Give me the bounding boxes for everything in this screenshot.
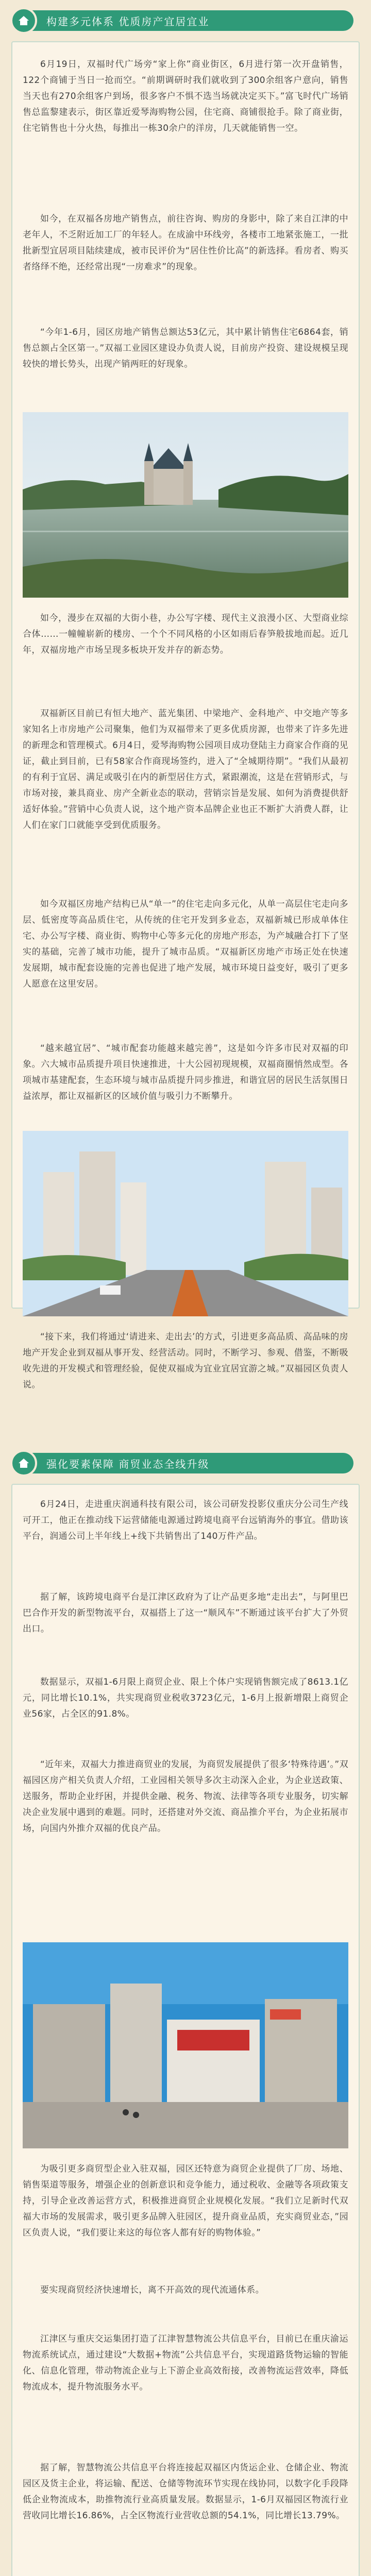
paragraph: 如今双福区房地产结构已从“单一”的住宅走向多元化，从单一高层住宅走向多层、低密度等高品质住宅，从传统的住宅开发到多业态，双福新城已形成单体住宅、办公写字楼、商业街、购物中心等多元化的房地产形态，为产城融合打下了坚实的基础，完善了城市功能，提升了城市品质。“双福新区房地产市场正处在快速发展期，城市配套设施的完善也促进了地产发展，城市环境日益变好，吸引了更多人愿意在这里安居。 (23, 899, 348, 989)
paragraph: 6月19日，双福时代广场旁“家上你”商业街区，6月进行第一次开盘销售，122个商铺于当日一抢而空。“前期调研时我们就收到了300余组客户意向，销售当天也有270余组客户到场，很多客户不惧不选当场就决定买下。”富飞时代广场销售总监黎建表示，街区靠近爱琴海购物公园，住宅商、商铺很抢手。除了商业街，住宅销售也十分火热，每推出一栋30余户的洋房，几天就能销售一空。 (23, 59, 348, 133)
section-title-text: 构建多元体系 优质房产宜居宜业 (46, 15, 210, 28)
section-title-bar (18, 1453, 353, 1473)
section-title-bar (18, 10, 353, 31)
street-photo (23, 1131, 348, 1316)
paragraph: 如今，漫步在双福的大街小巷，办公写字楼、现代主义浪漫小区、大型商业综合体……一幢幢崭新的楼房、一个个不同风格的小区如雨后春笋般拔地而起。近几年，双福房地产市场呈现多板块开发并存的新态势。 (23, 613, 348, 655)
section-title-2 (10, 1448, 361, 1479)
paragraph: 要实现商贸经济快速增长，离不开高效的现代流通体系。 (40, 2285, 264, 2295)
plaza-photo (23, 1942, 348, 2148)
paragraph: “越来越宜居”、“城市配套功能越来越完善”，这是如今许多市民对双福的印象。六大城市品质提升项目快速推进，十大公园初现规模，双福商圈悄然成型。各项城市基建配套，生态环境与城市品质提升同步推进，和谐宜居的居民生活氛围日益浓厚，都让双福新区的区域价值与吸引力不断攀升。 (23, 1043, 348, 1101)
paragraph: “近年来，双福大力推进商贸业的发展，为商贸发展提供了很多‘特殊待遇’。”双福园区房产相关负责人介绍，工业园相关领导多次主动深入企业，为企业送政策、送服务，帮助企业纾困，并提供金融、税务、物流、法律等各项专业服务，切实解决企业发展中遇到的难题。同时，还搭建对外交流、商品推介平台，为企业拓展市场，向国内外推介双福的优良产品。 (23, 1759, 348, 1834)
section-title-text: 强化要素保障 商贸业态全线升级 (46, 1458, 210, 1470)
paragraph: 为吸引更多商贸型企业入驻双福，园区还特意为商贸企业提供了厂房、场地、销售渠道等服务，增强企业的创新意识和竞争能力，通过税收、金融等各项政策支持，引导企业改善运营方式，积极推进商贸企业规模化发展。“我们立足新时代双福大市场的发展需求，吸引更多品牌入驻园区，提升商业品质，充实商贸业态，”园区负责人说，“我们要让来这的每位客人都有好的购物体验。” (23, 2164, 348, 2238)
paragraph: 据了解，智慧物流公共信息平台将连接起双福区内货运企业、仓储企业、物流园区及货主企业，将运输、配送、仓储等物流环节实现在线协同，以数字化手段降低企业物流成本，助推物流行业高质量发展。数据显示，1-6月双福园区物流行业营收同比增长16.86%，占全区物流行业营收总额的54.1%，同比增长13.79%。 (23, 2463, 348, 2521)
paragraph: 如今，在双福各房地产销售点，前往咨询、购房的身影中，除了来自江津的中老年人，不乏附近加工厂的年轻人。在成渝中环线旁，各楼市工地紧张施工，一批批新型宜居项目陆续建成，被市民评价为“居住性价比高”的新选择。看房者、购买者络绎不绝，还经常出现“一房难求”的现象。 (23, 214, 348, 272)
lake-castle-photo (23, 412, 348, 598)
paragraph: “今年1-6月，园区房地产销售总额达53亿元，其中累计销售住宅6864套，销售总额占全区第一。”双福工业园区建设办负责人说，目前房产投资、建设规模呈现较快的增长势头，出现产销两旺的好现象。 (23, 327, 348, 369)
house-icon (10, 7, 37, 34)
paragraph: 数据显示，双福1-6月限上商贸企业、限上个体户实现销售额完成了8613.1亿元，同比增长10.1%，共实现商贸业税收3723亿元，1-6月上报新增限上商贸企业56家，占全区的91.8%。 (23, 1677, 348, 1719)
paragraph: “接下来，我们将通过‘请进来、走出去’的方式，引进更多高品质、高品味的房地产开发企业到双福从事开发、经营活动。同时，不断学习、参观、借鉴，不断吸收先进的开发模式和管理经验，促使双福成为宜业宜居宜游之城。”双福园区负责人说。 (23, 1332, 348, 1390)
paragraph: 6月24日，走进重庆润通科技有限公司，该公司研发投影仪重庆分公司生产线可开工，他正在推动线下运营储能电源通过跨境电商平台远销海外的事宜。借助该平台，润通公司上半年线上+线下共销售出了140万件产品。 (23, 1499, 348, 1541)
paragraph: 江津区与重庆交运集团打造了江津智慧物流公共信息平台，目前已在重庆渝运物流系统试点，通过建设“大数据+物流”公共信息平台，实现道路货物运输的智能化、信息化管理，带动物流企业与上下游企业高效衔接，改善物流运营效率，降低物流成本，提升物流服务水平。 (23, 2334, 348, 2392)
paragraph: 据了解，该跨境电商平台是江津区政府为了让产品更多地“走出去”，与阿里巴巴合作开发的新型物流平台，双福搭上了这一“顺风车”不断通过该平台扩大了外贸出口。 (23, 1592, 348, 1634)
paragraph: 双福新区目前已有恒大地产、蓝光集团、中梁地产、金科地产、中交地产等多家知名上市房地产公司聚集，他们为双福带来了更多优质房源，也带来了许多先进的新理念和管理模式。6月4日，爱琴海购物公园项目成功登陆主力商家合作商的见证，截止到目前，已有58家合作商现场签约，进入了“全城期待期”。“我们从最初的有利于宜居、满足或吸引在内的新型居住方式，紧跟潮流，这是在营销形式，与市场对接，兼具商业、房产全新业态的联动，营销宗旨是发展、如何为消费提供舒适好体验。”营销中心负责人说，这个地产资本品牌企业也正不断扩大消费人群，让人们在家门口就能享受到优质服务。 (23, 708, 348, 831)
section-title-1 (10, 5, 361, 36)
house-icon (10, 1450, 37, 1477)
